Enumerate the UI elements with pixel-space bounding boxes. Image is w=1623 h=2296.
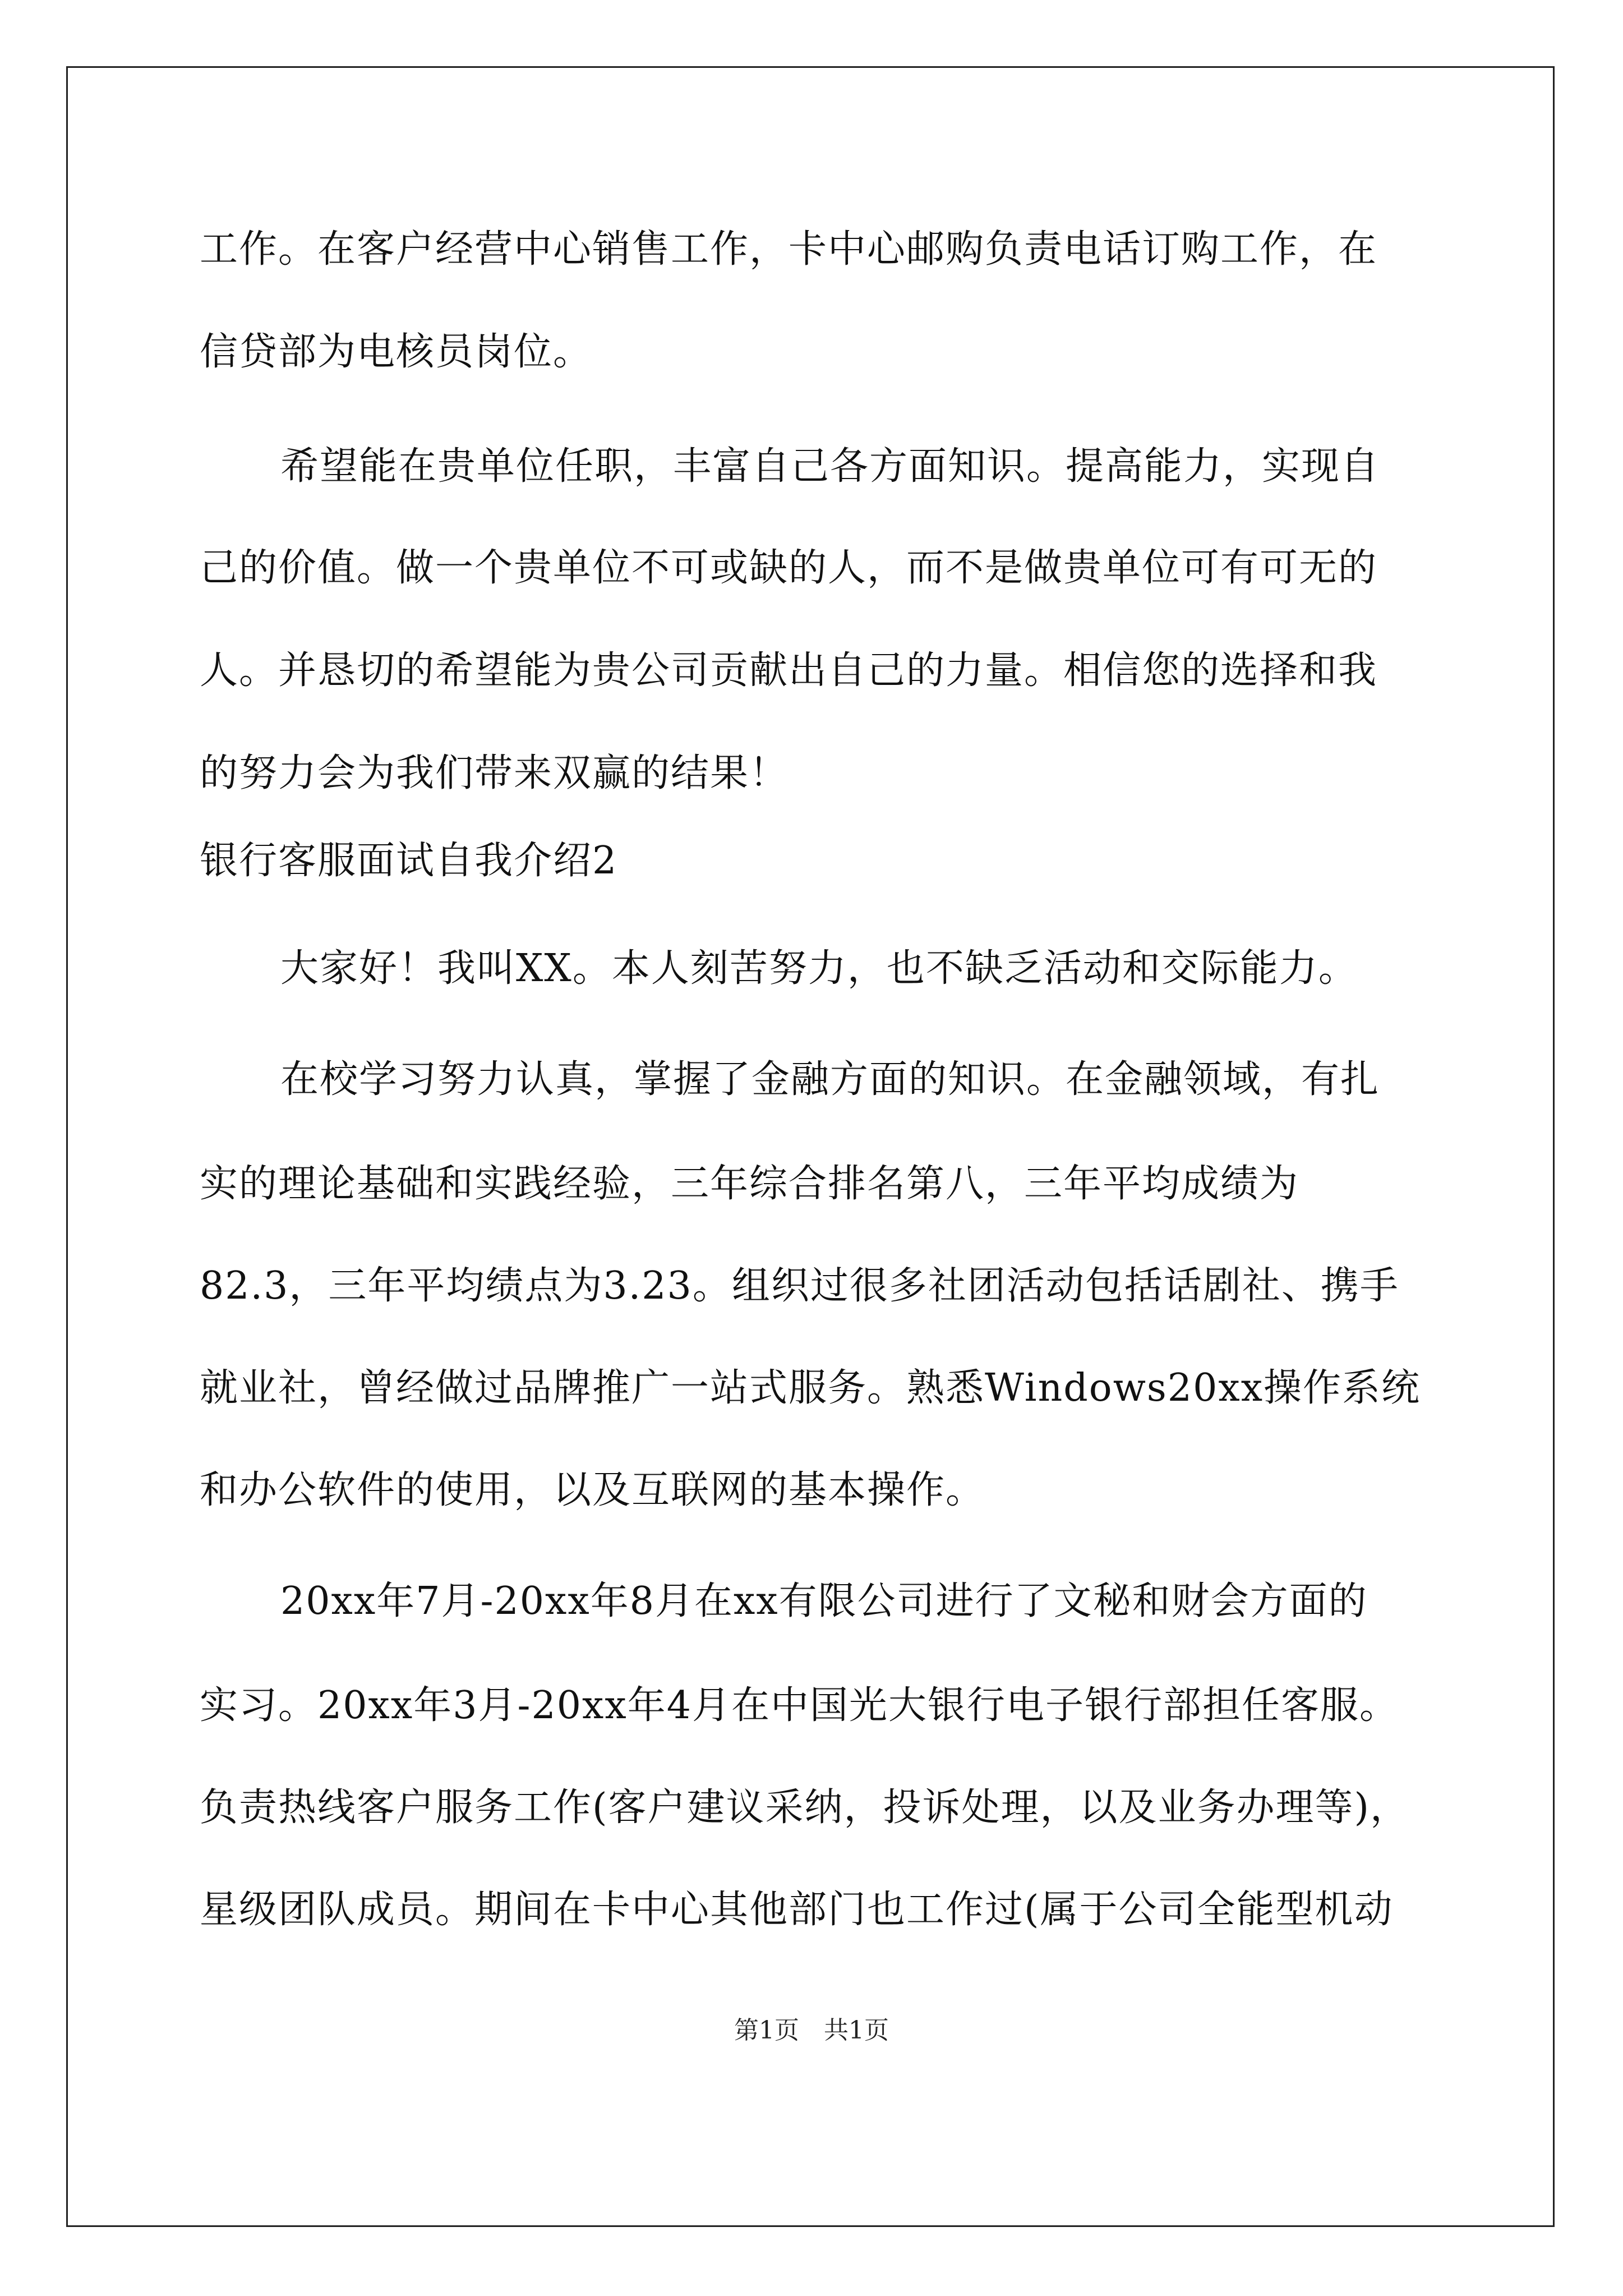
body-text-line: 就业社，曾经做过品牌推广一站式服务。熟悉Windows20xx操作系统 <box>200 1366 1421 1410</box>
body-text-line: 星级团队成员。期间在卡中心其他部门也工作过(属于公司全能型机动 <box>200 1888 1394 1932</box>
body-text-line: 的努力会为我们带来双赢的结果！ <box>200 751 789 795</box>
section-heading: 银行客服面试自我介绍2 <box>200 839 618 883</box>
page-footer: 第1页 共1页 <box>734 2016 889 2045</box>
body-text-line: 实的理论基础和实践经验，三年综合排名第八，三年平均成绩为 <box>200 1162 1299 1206</box>
paragraph-first-line: 希望能在贵单位任职，丰富自己各方面知识。提高能力，实现自 <box>280 444 1380 489</box>
body-text-line: 己的价值。做一个贵单位不可或缺的人，而不是做贵单位可有可无的 <box>200 546 1378 590</box>
paragraph-first-line: 20xx年7月-20xx年8月在xx有限公司进行了文秘和财会方面的 <box>280 1579 1368 1623</box>
body-text-line: 和办公软件的使用，以及互联网的基本操作。 <box>200 1468 985 1512</box>
body-text-line: 人。并恳切的希望能为贵公司贡献出自己的力量。相信您的选择和我 <box>200 648 1378 693</box>
paragraph-first-line: 大家好！我叫XX。本人刻苦努力，也不缺乏活动和交际能力。 <box>280 946 1358 991</box>
body-text-line: 工作。在客户经营中心销售工作，卡中心邮购负责电话订购工作，在 <box>200 227 1378 272</box>
paragraph-first-line: 在校学习努力认真，掌握了金融方面的知识。在金融领域，有扎 <box>280 1057 1380 1102</box>
body-text-line: 负责热线客户服务工作(客户建议采纳，投诉处理，以及业务办理等)， <box>200 1786 1410 1830</box>
body-text-line: 实习。20xx年3月-20xx年4月在中国光大银行电子银行部担任客服。 <box>200 1683 1399 1728</box>
body-text-line: 信贷部为电核员岗位。 <box>200 330 593 374</box>
body-text-line: 82.3，三年平均绩点为3.23。组织过很多社团活动包括话剧社、携手 <box>200 1264 1399 1308</box>
